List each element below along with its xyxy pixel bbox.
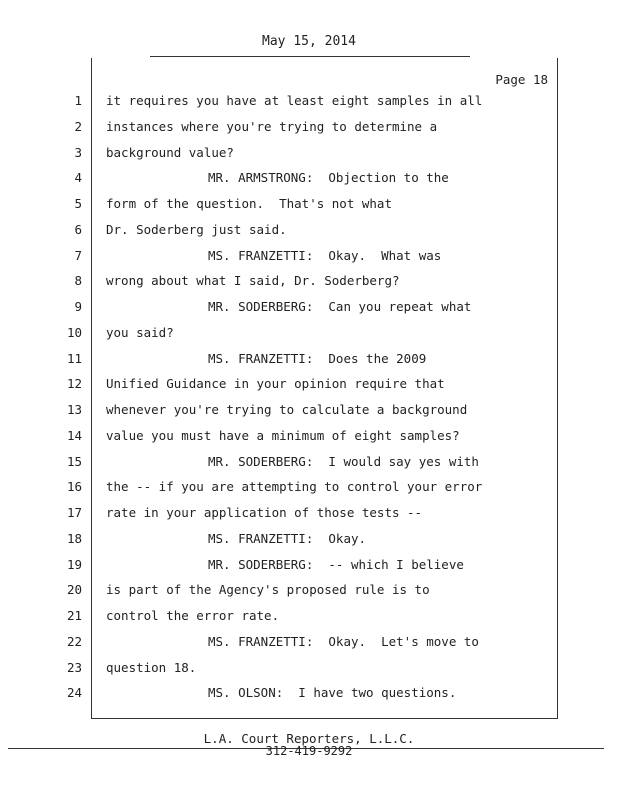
line-number: 23 [66,659,82,675]
line-number: 12 [66,376,82,392]
line-text: Dr. Soderberg just said. [106,221,287,237]
transcript-line [0,402,618,422]
line-text: instances where you're trying to determine a [106,118,438,134]
transcript-line [0,351,618,371]
page-number: Page 18 [495,72,548,87]
transcript-line [0,454,618,474]
footer-company: L.A. Court Reporters, L.L.C. [203,731,415,746]
transcript-line [0,428,618,448]
line-text: the -- if you are attempting to control your error [106,479,483,495]
line-text: MR. ARMSTRONG: Objection to the [208,170,449,186]
line-number: 5 [74,196,82,211]
line-text: MR. SODERBERG: Can you repeat what [208,299,472,314]
transcript-line [0,479,618,499]
line-text: whenever you're trying to calculate a background [106,402,468,417]
line-number: 19 [66,556,82,572]
line-number: 18 [66,530,82,546]
line-number: 4 [74,170,82,186]
line-text: form of the question. That's not what [106,196,392,211]
line-number: 2 [74,118,82,134]
transcript-line [0,119,618,139]
line-number: 16 [66,479,82,495]
line-number: 8 [74,273,82,289]
line-text: Unified Guidance in your opinion require that [106,376,445,392]
line-number: 11 [66,350,82,366]
transcript-line [0,299,618,319]
line-text: background value? [106,144,234,160]
line-number: 20 [66,582,82,598]
transcript-line [0,660,618,680]
transcript-line [0,325,618,345]
transcript-line [0,273,618,293]
line-number: 9 [74,299,82,314]
transcript-line [0,196,618,216]
line-text: MS. OLSON: I have two questions. [208,685,457,701]
line-number: 24 [66,685,82,701]
line-number: 1 [74,93,82,108]
line-text: value you must have a minimum of eight samples? [106,427,460,443]
line-number: 17 [66,505,82,520]
line-number: 3 [74,144,82,160]
line-number: 21 [66,608,82,623]
transcript-line [0,557,618,577]
line-text: MS. FRANZETTI: Okay. [208,530,367,546]
line-text: you said? [106,324,174,340]
transcript-line [0,505,618,525]
transcript-line [0,170,618,190]
page-header-date: May 15, 2014 [262,34,356,49]
line-text: MR. SODERBERG: I would say yes with [208,453,479,469]
transcript-line [0,93,618,113]
line-number: 7 [74,247,82,263]
line-text: it requires you have at least eight samples in all [106,93,483,108]
line-text: rate in your application of those tests -- [106,505,423,520]
line-text: question 18. [106,659,197,675]
line-text: MS. FRANZETTI: Does the 2009 [208,350,427,366]
transcript-line [0,222,618,242]
header-rule [150,56,470,57]
footer-phone: 312-419-9292 [265,744,353,758]
line-text: MS. FRANZETTI: Okay. Let's move to [208,633,479,649]
line-number: 15 [66,453,82,469]
transcript-line [0,145,618,165]
line-text: MR. SODERBERG: -- which I believe [208,556,464,572]
line-number: 6 [74,221,82,237]
line-number: 10 [66,324,82,340]
line-text: control the error rate. [106,608,280,623]
transcript-line [0,531,618,551]
transcript-line [0,685,618,705]
line-text: wrong about what I said, Dr. Soderberg? [106,273,400,289]
transcript-line [0,376,618,396]
line-number: 14 [66,427,82,443]
transcript-line [0,582,618,602]
transcript-line [0,248,618,268]
line-text: is part of the Agency's proposed rule is to [106,582,430,598]
line-number: 22 [66,633,82,649]
transcript-line [0,634,618,654]
line-text: MS. FRANZETTI: Okay. What was [208,247,442,263]
line-number: 13 [66,402,82,417]
transcript-line [0,608,618,628]
